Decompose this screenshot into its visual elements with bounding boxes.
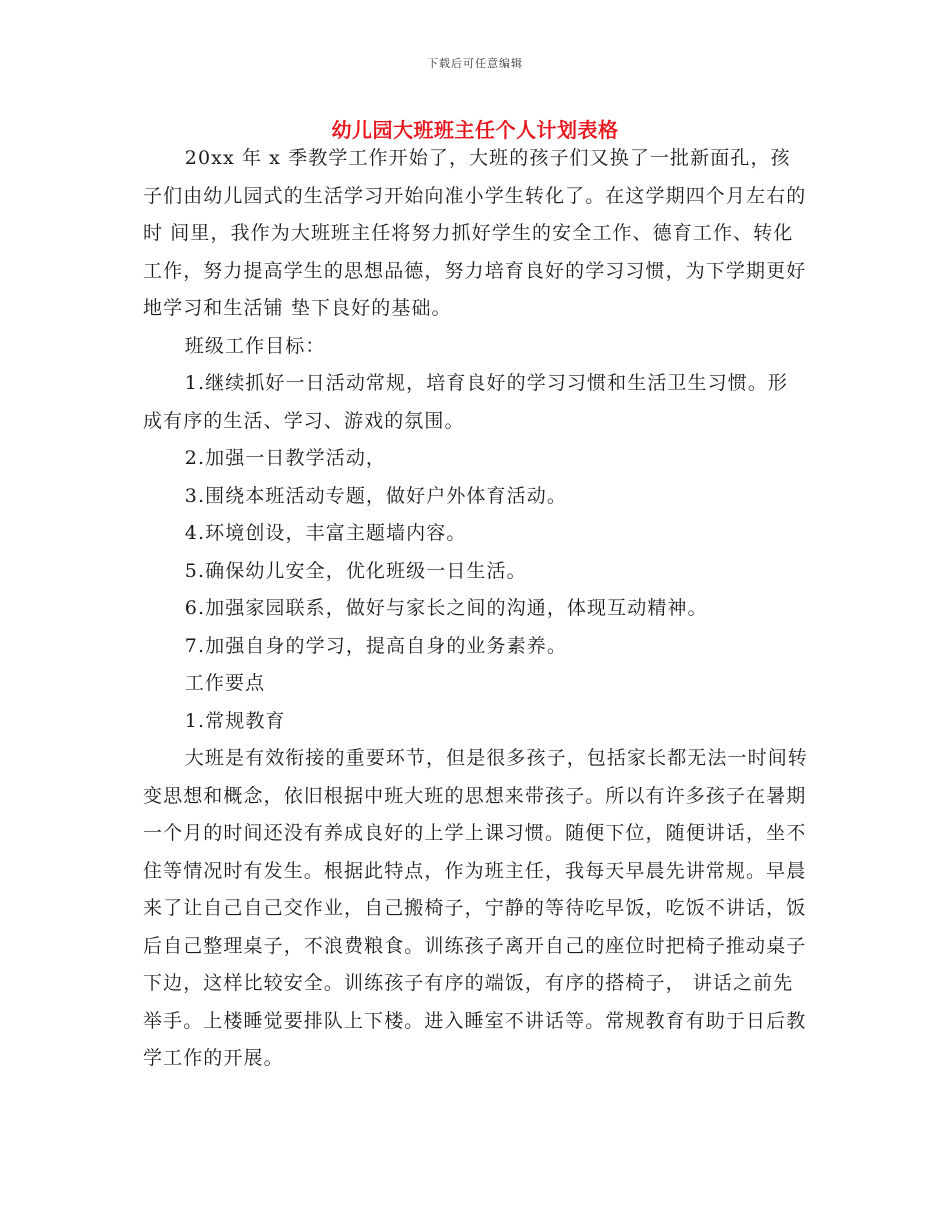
goal-item: 6.加强家园联系，做好与家长之间的沟通，体现互动精神。 [184,597,708,619]
goal-item: 5.确保幼儿安全，优化班级一日生活。 [184,559,527,582]
goal-item: 3.围绕本班活动专题，做好户外体育活动。 [184,484,567,507]
document-title: 幼儿园大班班主任个人计划表格 [331,118,619,142]
points-heading: 工作要点 [184,672,266,694]
goal-item: 4.环境创设，丰富主题墙内容。 [184,522,467,544]
goal-item: 1.继续抓好一日活动常规，培育良好的学习习惯和生活卫生习惯。形成有序的生活、学习、游戏的氛围。 [143,372,789,432]
section-heading: 1.常规教育 [184,709,286,732]
intro-paragraph: 20xx 年 x 季教学工作开始了，大班的孩子们又换了一批新面孔，孩子们由幼儿园式的生活学习开始向准小学生转化了。在这学期四个月左右的时 间里，我作为大班班主任将努力抓好学生的安全工作、德育工作、转化工作，努力提高学生的思想品德，努力培育良好的学习习惯，为下学期更好地学习和生活铺 垫下良好的基础。 [143,147,807,319]
header-note: 下载后可任意编辑 [427,57,523,70]
goals-heading: 班级工作目标： [184,334,326,357]
document-body [143,140,808,1078]
section-paragraph: 大班是有效衔接的重要环节，但是很多孩子，包括家长都无法一时间转变思想和概念，依旧根据中班大班的思想来带孩子。所以有许多孩子在暑期一个月的时间还没有养成良好的上学上课习惯。随便下位，随便讲话，坐不住等情况时有发生。根据此特点，作为班主任，我每天早晨先讲常规。早晨来了让自己自己交作业，自己搬椅子，宁静的等待吃早饭，吃饭不讲话，饭后自己整理桌子，不浪费粮食。训练孩子离开自己的座位时把椅子推动桌子下边，这样比较安全。训练孩子有序的端饭，有序的搭椅子， 讲话之前先举手。上楼睡觉要排队上下楼。进入睡室不讲话等。常规教育有助于日后教学工作的开展。 [143,747,808,1069]
goal-item: 7.加强自身的学习，提高自身的业务素养。 [184,634,567,657]
goal-item: 2.加强一日教学活动， [184,447,387,469]
